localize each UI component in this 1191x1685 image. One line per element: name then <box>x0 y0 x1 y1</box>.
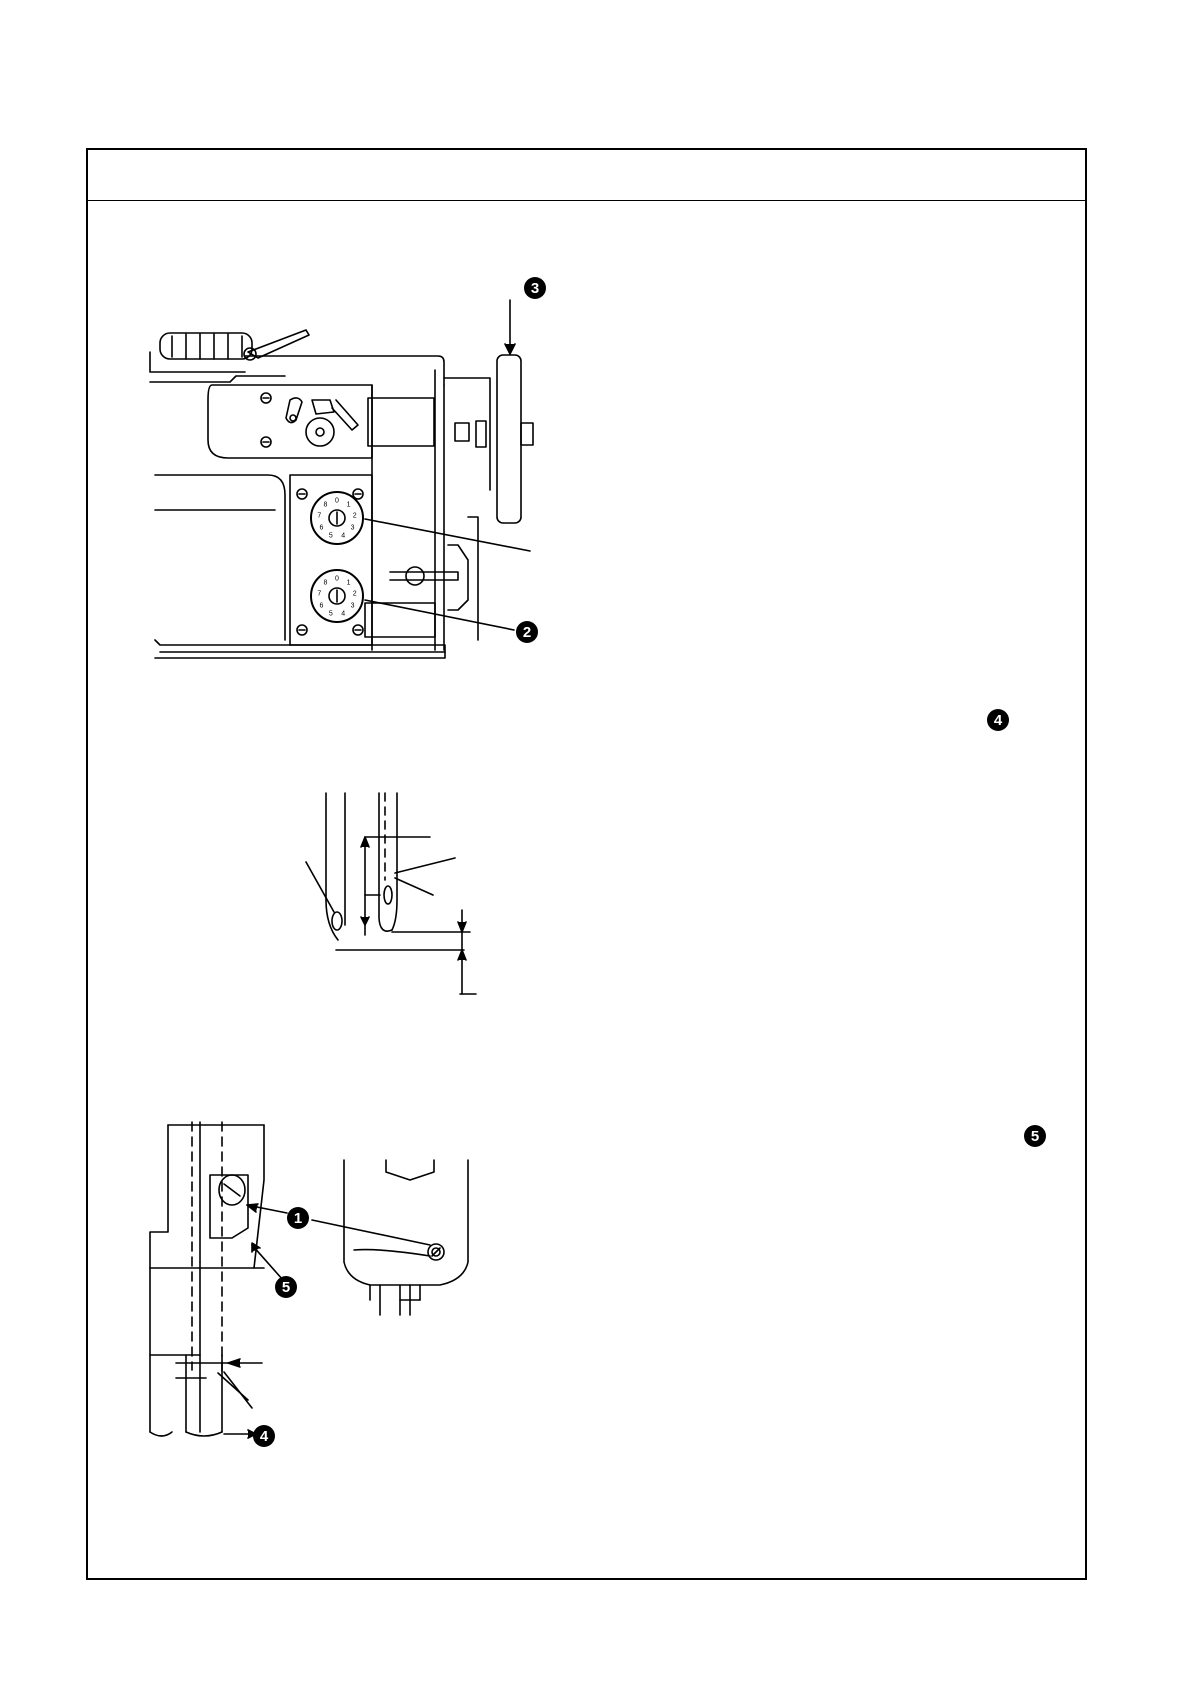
face-plate <box>208 385 372 458</box>
dial-numeral: 0 <box>335 575 339 583</box>
leader-dial-lower <box>365 600 514 630</box>
svg-text:4: 4 <box>993 712 1003 729</box>
needle-hook-diagram <box>306 793 476 994</box>
callout-4 <box>253 1425 275 1447</box>
svg-text:4: 4 <box>259 1428 269 1445</box>
dial-numeral: 8 <box>323 579 328 587</box>
handwheel <box>497 355 521 523</box>
callout-1 <box>287 1207 309 1229</box>
dial-numeral: 1 <box>346 501 351 509</box>
lower-dial <box>311 570 363 622</box>
svg-text:2: 2 <box>522 624 532 641</box>
upper-dial <box>311 492 363 544</box>
svg-text:5: 5 <box>1030 1128 1040 1145</box>
dial-numeral: 6 <box>319 602 324 610</box>
dial-numeral: 2 <box>352 512 357 520</box>
dial-numeral: 2 <box>352 590 357 598</box>
dial-numeral: 3 <box>350 524 355 532</box>
dial-numeral: 4 <box>341 610 346 618</box>
callout-5-top <box>1024 1125 1046 1147</box>
machine-head-figure <box>150 300 533 658</box>
svg-text:3: 3 <box>530 280 540 297</box>
dial-numeral: 6 <box>319 524 324 532</box>
hook-side-view <box>344 1160 468 1315</box>
dial-numeral: 4 <box>341 532 346 540</box>
dial-numeral: 0 <box>335 497 339 505</box>
dial-numeral: 1 <box>346 579 351 587</box>
svg-text:5: 5 <box>281 1279 291 1296</box>
callout-4-top <box>987 709 1009 731</box>
dial-numeral: 7 <box>317 590 322 598</box>
dial-numeral: 7 <box>317 512 322 520</box>
dial-numeral: 3 <box>350 602 355 610</box>
svg-text:1: 1 <box>293 1210 303 1227</box>
dial-numeral: 8 <box>323 501 328 509</box>
callout-3 <box>524 277 546 299</box>
callout-2 <box>516 621 538 643</box>
dial-numeral: 5 <box>328 532 333 540</box>
callout-5 <box>275 1276 297 1298</box>
dial-numeral: 5 <box>328 610 333 618</box>
top-knob <box>160 333 252 359</box>
